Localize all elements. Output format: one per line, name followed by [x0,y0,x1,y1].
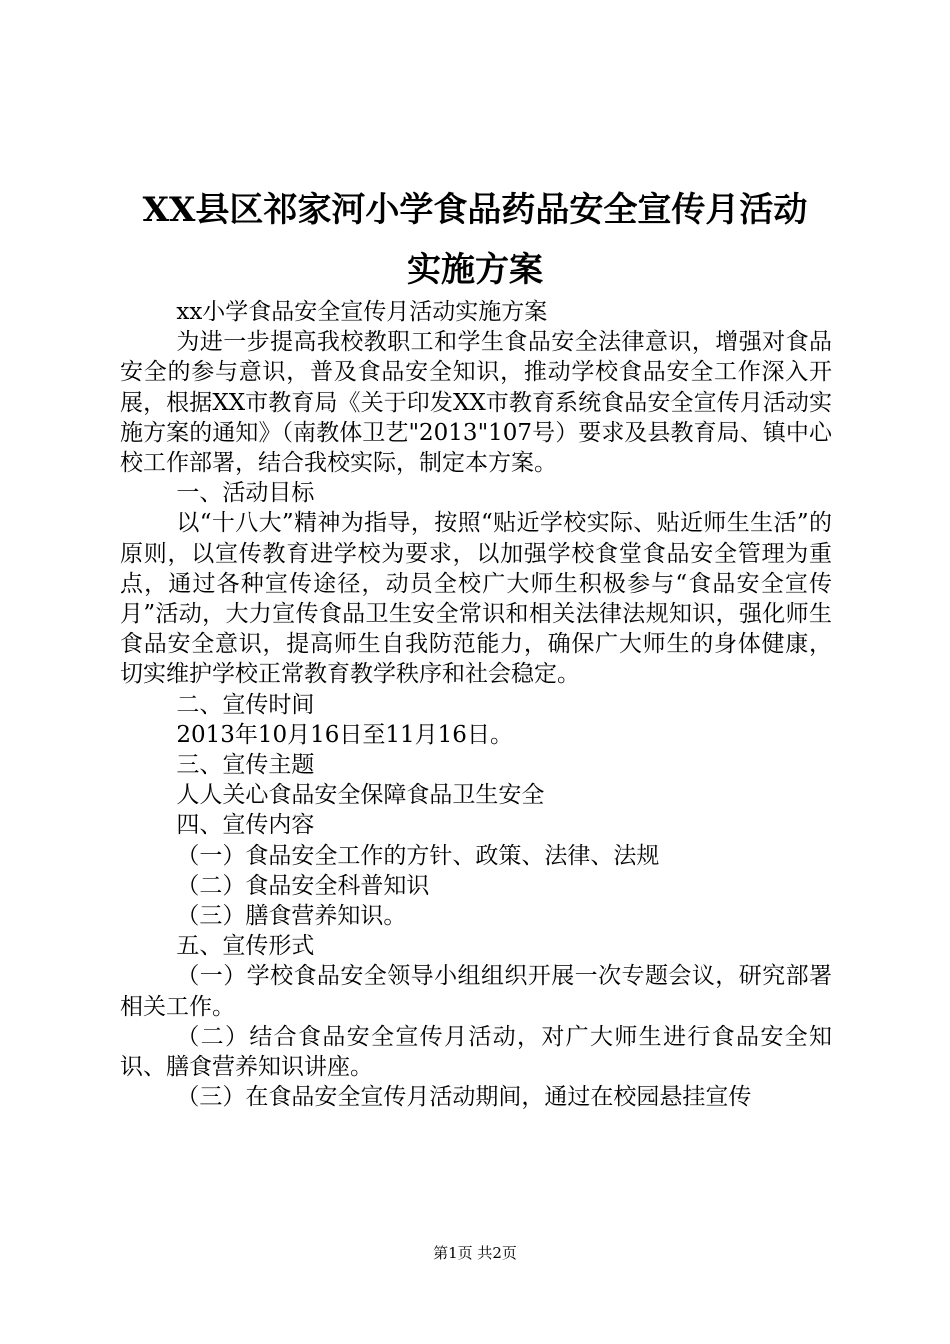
section-heading-theme: 三、宣传主题 [176,752,315,779]
page-footer: 第1页 共2页 [433,1244,517,1262]
form-item-2: （二）结合食品安全宣传月活动，对广大师生进行食品安全知识、膳食营养知识讲座。 [120,1023,832,1081]
section-heading-form: 五、宣传形式 [176,933,315,960]
section-heading-goal: 一、活动目标 [176,480,315,507]
form-item-1: （一）学校食品安全领导小组组织开展一次专题会议，研究部署相关工作。 [120,963,832,1020]
content-item-2: （二）食品安全科普知识 [176,872,430,899]
paragraph-subtitle: xx小学食品安全宣传月活动实施方案 [176,299,548,325]
form-item-3: （三）在食品安全宣传月活动期间，通过在校园悬挂宣传 [176,1084,752,1111]
section-heading-content: 四、宣传内容 [176,812,315,839]
document-body [120,297,832,1112]
content-item-3: （三）膳食营养知识。 [176,903,407,930]
document-title-line-2: 实施方案 [407,250,543,290]
content-item-1: （一）食品安全工作的方针、政策、法律、法规 [176,842,660,869]
paragraph-goal: 以“十八大”精神为指导，按照“贴近学校实际、贴近师生生活”的原则，以宣传教育进学校为要求，以加强学校食堂食品安全管理为重点，通过各种宣传途径，动员全校广大师生积极参与“食品安全宣传月”活动，大力宣传食品卫生安全常识和相关法律法规知识，强化师生食品安全意识，提高师生自我防范能力，确保广大师生的身体健康，切实维护学校正常教育教学秩序和社会稳定。 [120,510,832,688]
paragraph-theme: 人人关心食品安全保障食品卫生安全 [176,782,545,809]
paragraph-intro: 为进一步提高我校教职工和学生食品安全法律意识，增强对食品安全的参与意识，普及食品安全知识，推动学校食品安全工作深入开展，根据XX市教育局《关于印发XX市教育系统食品安全宣传月活动实施方案的通知》（南教体卫艺"2013"107号）要求及县教育局、镇中心校工作部署，结合我校实际，制定本方案。 [120,329,832,477]
paragraph-time: 2013年10月16日至11月16日。 [176,721,513,748]
section-heading-time: 二、宣传时间 [176,691,315,718]
document-title-line-1: XX县区祁家河小学食品药品安全宣传月活动 [142,190,808,230]
